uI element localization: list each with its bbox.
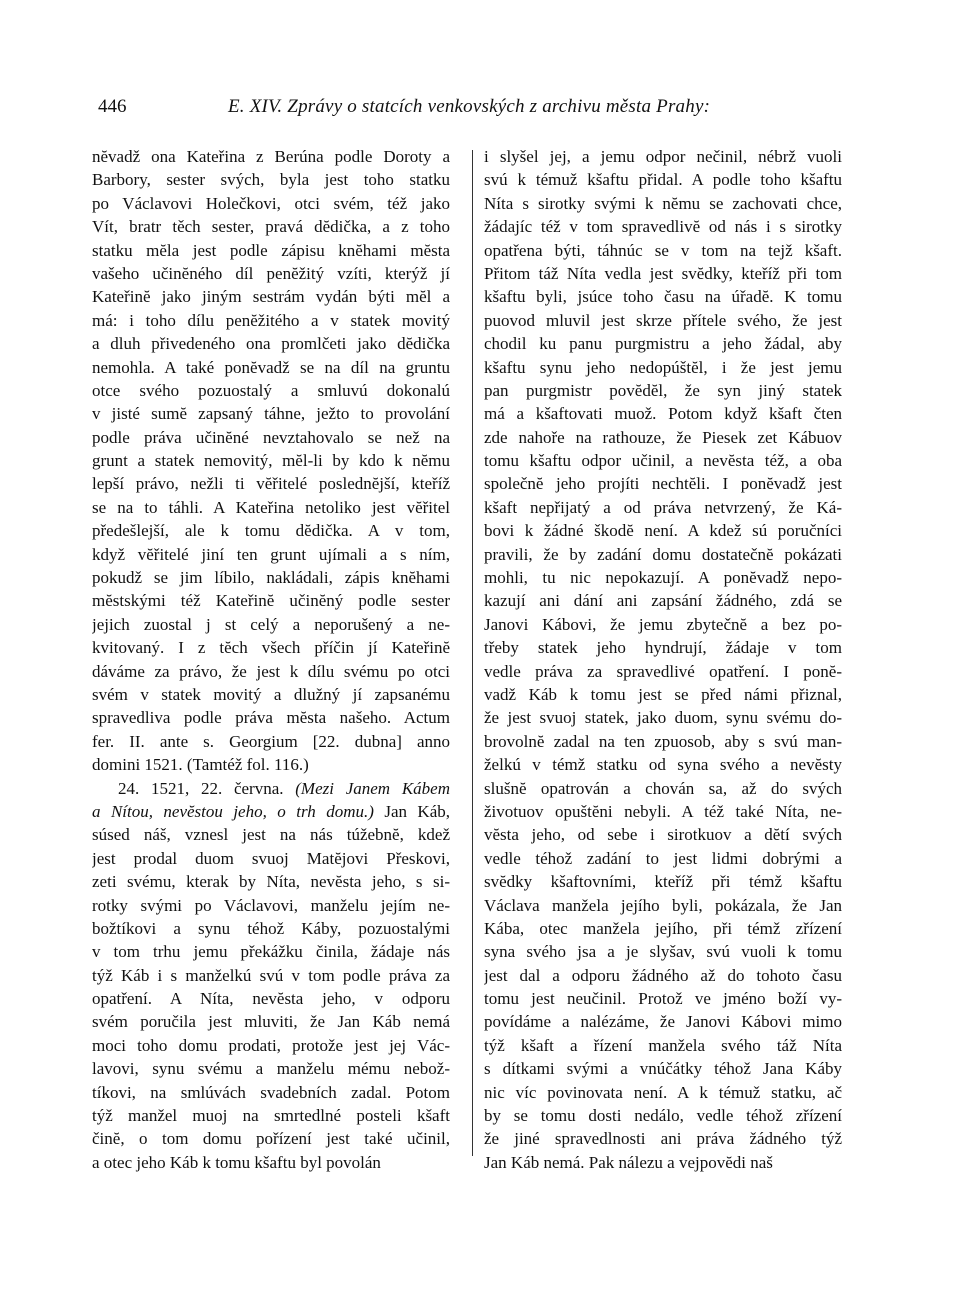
text-line: kšaftu byli, jsúce toho času na úřadĕ. K tomu: [484, 287, 842, 307]
text-line: pravili, že by zadání domu dostatečnĕ pokázati: [484, 544, 842, 564]
text-line: po Václavovi Holečkovi, otci svém, též jako: [92, 193, 450, 213]
text-line: jejich zuostal j st celý a neporušený a ne-: [92, 614, 450, 634]
text-line: mohli, tu nic nepokazují. A ponĕvadž nepo-: [484, 568, 842, 588]
page-number: 446: [98, 96, 127, 117]
text-line: že jiné spravedlnosti ani práva žádného týž: [484, 1129, 842, 1149]
text-line: dáváme za právo, že jest k dílu svému po otci: [92, 661, 450, 681]
text-line: povídáme a nalézáme, že Janovi Kábovi mimo: [484, 1012, 842, 1032]
text-line: předešlejší, ale k tomu dĕdička. A v tom,: [92, 521, 450, 541]
text-line: lepší právo, nežli ti vĕřitelé poslednĕjší, kteříž: [92, 474, 450, 494]
text-line: jest prodal duom svuoj Matĕjovi Přeskovi,: [92, 848, 450, 868]
text-line: v jisté sumĕ zapsaný táhne, ježto to provolání: [92, 404, 450, 424]
text-line: nemohla. A také ponĕvadž se na díl na gruntu: [92, 357, 450, 377]
text-line: Přitom táž Níta vedla jest svĕdky, kteříž při tom: [484, 263, 842, 283]
text-line: a otec jeho Káb k tomu kšaftu byl povolán: [92, 1152, 381, 1172]
text-line: vedle práva za spravedlivé opatření. I ponĕ-: [484, 661, 842, 681]
text-line: kazují ani dání ani zapsání žádného, zdá se: [484, 591, 842, 611]
text-line: když vĕřitelé jiní ten grunt ujímali a s ním,: [92, 544, 450, 564]
text-line: Níta s sirotky svými k nĕmu se zachovati chce,: [484, 193, 842, 213]
text-line: grunt a statek nemovitý, mĕl-li by kdo k nĕmu: [92, 451, 450, 471]
running-title: E. XIV. Zprávy o statcích venkovských z archivu města Prahy:: [228, 96, 711, 117]
text-line: puovod mluvil jest skrze přítele svého, že jest: [484, 310, 842, 330]
text-line: tíkovi, na smlúvách svadebních zadal. Potom: [92, 1082, 450, 1102]
text-line: opatřena býti, táhnúc se v tom na tejž kšaft.: [484, 240, 842, 260]
text-line: svú k témuž kšaftu přidal. A podle toho kšaftu: [484, 170, 842, 190]
text-line: chodil ku panu purgmistru a jeho žádal, aby: [484, 334, 842, 354]
text-line: podle práva učinĕné nevztahovalo se než na: [92, 427, 450, 447]
left-column: [92, 145, 450, 1174]
text-line: domini 1521. (Tamtéž fol. 116.): [92, 755, 309, 775]
text-line: týž kšaft a řízení manžela svého táž Níta: [484, 1035, 842, 1055]
text-line: se na to táhli. A Kateřina netoliko jest vĕřitel: [92, 497, 450, 517]
text-line: zeti svému, kterak by Níta, nevĕsta jeho, s si-: [92, 872, 450, 892]
text-line: Kába, otec manžela jejího, při témž zřízení: [484, 918, 842, 938]
text-line: spravedliva podle práva mĕsta našeho. Actum: [92, 708, 450, 728]
text-line: zde nahoře na rathouze, že Piesek zet Kábuov: [484, 427, 842, 447]
text-line: a Nítou, nevĕstou jeho, o trh domu.) Jan Káb,: [92, 801, 450, 821]
text-line: by se tomu dosti nedálo, vedle téhož zřízení: [484, 1106, 842, 1126]
text-line: kšaft nepřijatý a od práva netvrzený, že Ká-: [484, 497, 842, 517]
text-line: s dítkami svými a vnúčátky téhož Jana Káby: [484, 1059, 842, 1079]
text-line: moci toho domu prodati, protože jest jej Vác-: [92, 1035, 450, 1055]
text-line: týž manžel muoj na smrtedlné posteli kšaft: [92, 1106, 450, 1126]
text-line: fer. II. ante s. Georgium [22. dubna] anno: [92, 731, 450, 751]
text-line: súsed náš, vznesl jest na nás túžebnĕ, kdež: [92, 825, 450, 845]
text-line: svém poručila jest mluviti, že Jan Káb nemá: [92, 1012, 450, 1032]
text-line: týž Káb i s manželkú svú v tom podle práva za: [92, 965, 450, 985]
text-line: nĕvadž ona Kateřina z Berúna podle Doroty a: [92, 147, 450, 166]
right-column: [484, 145, 842, 1174]
text-line: Vít, bratr těch sester, pravá dĕdička, a z toho: [92, 217, 450, 237]
text-line: vedle téhož zadání to jest lidmi dobrými a: [484, 848, 842, 868]
text-line: i slyšel jej, a jemu odpor nečinil, nébrž vuoli: [484, 147, 842, 166]
text-line: Janovi Kábovi, že jemu zbytečnĕ a bez po-: [484, 614, 842, 634]
text-line: Václava manžela jejího byli, pokázala, že Jan: [484, 895, 842, 915]
text-line: kvitovaný. I z tĕch všech příčin jí Kateřinĕ: [92, 638, 450, 658]
text-line: božtíkovi a synu téhož Káby, pozuostalými: [92, 918, 450, 938]
column-divider: [472, 150, 473, 1156]
text-line: vadž Káb k tomu jest se před námi přiznal,: [484, 684, 842, 704]
text-line: má: i toho dílu penĕžitého a v statek movitý: [92, 310, 450, 330]
text-line: brovolnĕ zadal na ten zpuosob, aby s svú man-: [484, 731, 842, 751]
text-line: opatření. A Níta, nevĕsta jeho, v odporu: [92, 989, 450, 1009]
text-line: vĕsta jeho, od sebe i sirotkuov a dĕtí svých: [484, 825, 842, 845]
text-line: bovi k žádné škodĕ není. A kdež sú poručníci: [484, 521, 842, 541]
text-line: nic víc povinovata není. A k témuž statku, ač: [484, 1082, 842, 1102]
text-line: mĕstskými též Kateřinĕ učinĕný podle sester: [92, 591, 450, 611]
text-line: želkú v témž statku od syna svého a nevĕsty: [484, 755, 842, 775]
text-line: otce svého pozuostalý a smluvú dokonalú: [92, 380, 450, 400]
text-line: pokudž se jim líbilo, nakládali, zápis knĕhami: [92, 568, 450, 588]
text-line: Kateřinĕ jako jiným sestrám vydán býti mĕl a: [92, 287, 450, 307]
text-line: tomu kšaftu odpor učinil, a nevĕsta též, a oba: [484, 451, 842, 471]
text-line: Jan Káb nemá. Pak nálezu a vejpovĕdi naš: [484, 1152, 773, 1172]
page-header: [92, 96, 872, 126]
case-heading-italic: a Nítou, nevĕstou jeho, o trh domu.): [92, 801, 374, 821]
text-line: tomu jest neučinil. Protož ve jméno boží vy-: [484, 989, 842, 1009]
text-line: a dluh přivedeného ona promlčeti jako dĕdička: [92, 334, 450, 354]
text-line: svĕdky kšaftovními, kteříž při témž kšaftu: [484, 872, 842, 892]
text-line: Barbory, sester svých, byla jest toho statku: [92, 170, 450, 190]
text-line: žádajíc též v tom spravedlivĕ od nás i s sirotky: [484, 217, 842, 237]
text-line: syna svého jsa a je slyšav, svú vuoli k tomu: [484, 942, 842, 962]
text-line: činĕ, o tom domu pořízení jest také učinil,: [92, 1129, 450, 1149]
text-line: lavovi, synu svému a manželu mému nebož-: [92, 1059, 450, 1079]
case-heading-italic: (Mezi Janem Kábem: [295, 778, 450, 798]
text-line: statku mĕla jest podle zápisu knĕhami mĕsta: [92, 240, 450, 260]
text-line: má a kšaftovati muož. Potom když kšaft čten: [484, 404, 842, 424]
text-line: společnĕ jeho projíti nechtĕli. I ponĕvadž jest: [484, 474, 842, 494]
text-line: kšaftu synu jeho nedopúštĕl, i že jest jemu: [484, 357, 842, 377]
text-line: rotky svými po Václavovi, manželu jejím ne-: [92, 895, 450, 915]
text-line: slušnĕ opatrován a chován sa, až do svých: [484, 778, 842, 798]
text-line: 24. 1521, 22. června. (Mezi Janem Kábem: [118, 778, 450, 798]
text-line: jest dal a odporu žádného až do tohoto času: [484, 965, 842, 985]
text-line: pan purgmistr povĕdĕl, že syn jiný statek: [484, 380, 842, 400]
text-line: třeby statek jeho hyndrují, žádaje v tom: [484, 638, 842, 658]
text-line: životuov opuštĕni nebyli. A též také Níta, ne-: [484, 801, 842, 821]
text-line: vašeho učinĕného díl penĕžitý vzíti, kterýž jí: [92, 263, 450, 283]
text-line: že jest svuoj statek, jako duom, synu svému do-: [484, 708, 842, 728]
text-line: v tom trhu jemu překážku činila, žádaje nás: [92, 942, 450, 962]
text-line: svém v statek movitý a dlužný jí zapsanému: [92, 684, 450, 704]
